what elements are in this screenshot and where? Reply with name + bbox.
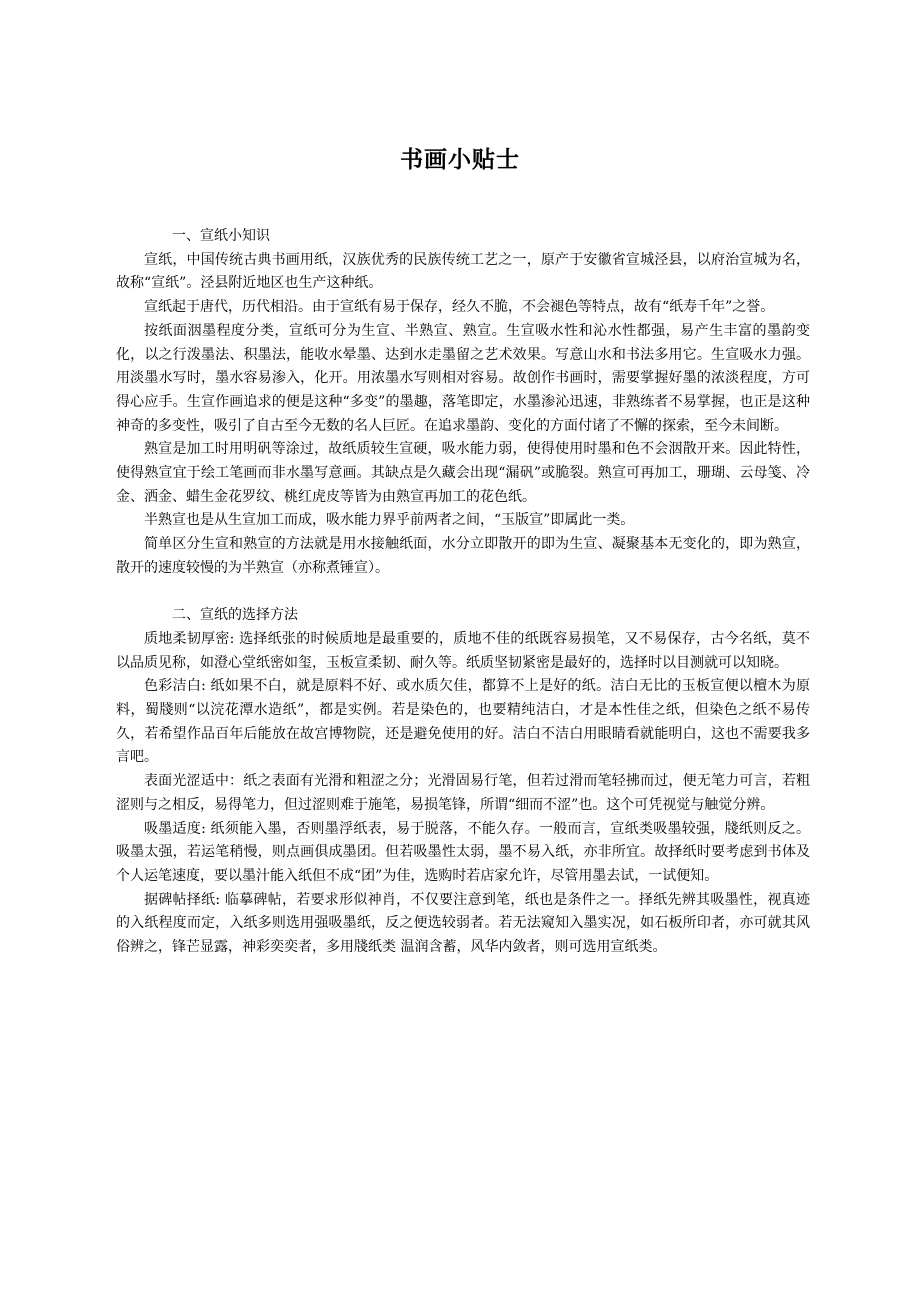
paragraph: 表面光涩适中：纸之表面有光滑和粗涩之分；光滑固易行笔，但若过滑而笔轻拂而过，便无笔力可言，若粗涩则与之相反，易得笔力，但过涩则难于施笔，易损笔锋，所谓“细而不涩”也。这个可凭视觉与触觉分辨。 <box>116 773 810 813</box>
document-title: 书画小贴士 <box>400 147 520 173</box>
paragraph: 吸墨适度: 纸须能入墨，否则墨浮纸表，易于脱落，不能久存。一般而言，宣纸类吸墨较强，牋纸则反之。吸墨太强，若运笔稍慢，则点画俱成墨团。但若吸墨性太弱，墨不易入纸，亦非所宜。故择纸时要考虑到书体及个人运笔速度，要以墨汁能入纸但不成“团”为佳，选购时若店家允许，尽管用墨去试，一试便知。 <box>116 820 810 884</box>
section-paper-knowledge <box>116 225 810 581</box>
section-heading: 二、宣纸的选择方法 <box>172 607 298 624</box>
paragraph: 宣纸，中国传统古典书画用纸，汉族优秀的民族传统工艺之一，原产于安徽省宣城泾县，以府治宣城为名，故称“宣纸”。泾县附近地区也生产这种纸。 <box>116 251 810 292</box>
section-heading: 一、宣纸小知识 <box>172 228 270 244</box>
paragraph: 色彩洁白: 纸如果不白，就是原料不好、或水质欠佳，都算不上是好的纸。洁白无比的玉板宣便以檀木为原料，蜀牋则“以浣花潭水造纸”，都是实例。若是染色的，也要精纯洁白，才是本性佳之纸，但染色之纸不易传久，若希望作品百年后能放在故宫博物院，还是避免使用的好。洁白不洁白用眼睛看就能明白，这也不需要我多言吧。 <box>116 678 810 766</box>
paragraph: 质地柔韧厚密: 选择纸张的时候质地是最重要的，质地不佳的纸既容易损笔，又不易保存，古今名纸，莫不以品质见称，如澄心堂纸密如玺，玉板宣柔韧、耐久等。纸质坚韧紧密是最好的，选择时以目测就可以知晓。 <box>116 630 810 671</box>
paragraph: 半熟宣也是从生宣加工而成，吸水能力界乎前两者之间，“玉版宣”即属此一类。 <box>144 512 635 529</box>
section-paper-selection <box>116 604 810 960</box>
paragraph: 简单区分生宣和熟宣的方法就是用水接触纸面，水分立即散开的即为生宣、凝聚基本无变化的，即为熟宣，散开的速度较慢的为半熟宣（亦称煮锤宣）。 <box>116 536 810 576</box>
paragraph: 据碑帖择纸: 临摹碑帖，若要求形似神肖，不仅要注意到笔，纸也是条件之一。择纸先辨其吸墨性，视真迹的入纸程度而定，入纸多则选用强吸墨纸，反之便选较弱者。若无法窥知入墨实况，如石板所印者，亦可就其风俗辨之，锋芒显露，神彩奕奕者，多用牋纸类 温润含蓄，风华内敛者，则可选用宣纸类。 <box>116 891 810 956</box>
document-body <box>116 225 810 960</box>
paragraph: 熟宣是加工时用明矾等涂过，故纸质较生宣硬，吸水能力弱，使得使用时墨和色不会洇散开来。因此特性，使得熟宣宜于绘工笔画而非水墨写意画。其缺点是久藏会出现“漏矾”或脆裂。熟宣可再加工，珊瑚、云母笺、冷金、洒金、蜡生金花罗纹、桃红虎皮等皆为由熟宣再加工的花色纸。 <box>116 441 810 505</box>
paragraph: 按纸面洇墨程度分类，宣纸可分为生宣、半熟宣、熟宣。生宣吸水性和沁水性都强，易产生丰富的墨韵变化，以之行泼墨法、积墨法，能收水晕墨、达到水走墨留之艺术效果。写意山水和书法多用它。生宣吸水力强。用淡墨水写时，墨水容易渗入，化开。用浓墨水写则相对容易。故创作书画时，需要掌握好墨的浓淡程度，方可得心应手。生宣作画追求的便是这种“多变”的墨趣，落笔即定，水墨渗沁迅速，非熟练者不易掌握，也正是这种神奇的多变性，吸引了自古至今无数的名人巨匠。在追求墨韵、变化的方面付诸了不懈的探索，至今未间断。 <box>116 322 810 434</box>
paragraph: 宣纸起于唐代，历代相沿。由于宣纸有易于保存，经久不脆，不会褪色等特点，故有“纸寿千年”之誉。 <box>144 299 775 316</box>
